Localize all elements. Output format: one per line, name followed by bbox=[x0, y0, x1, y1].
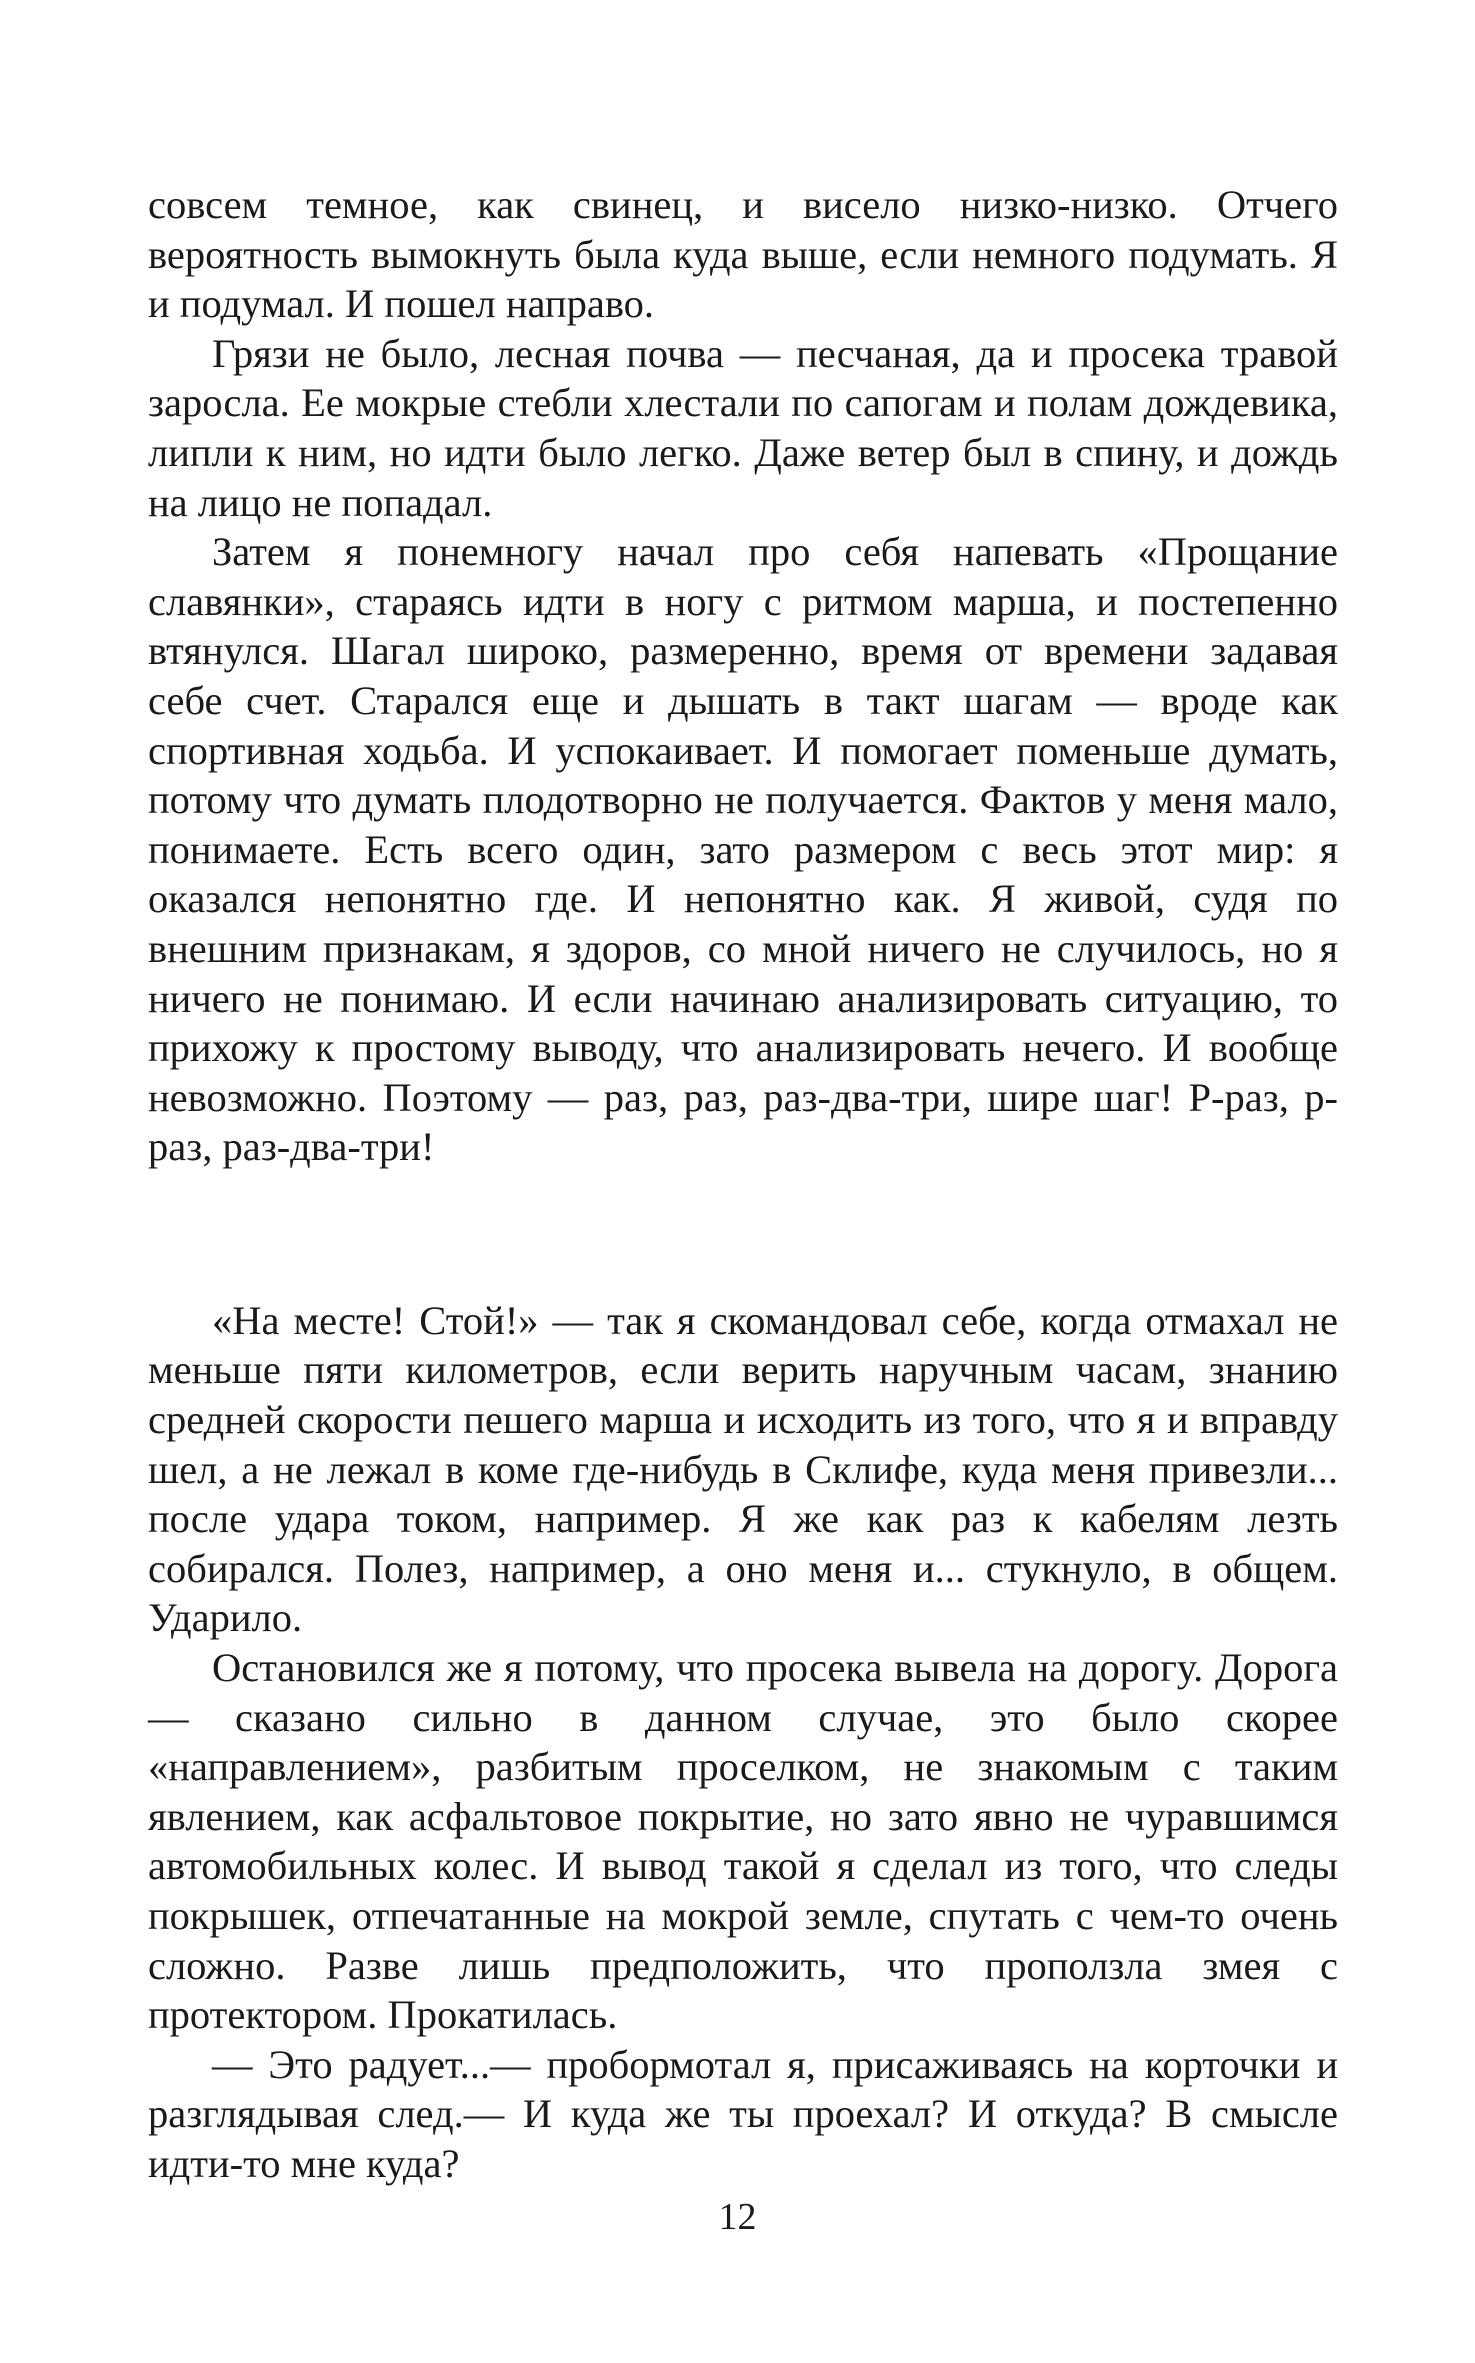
paragraph: Грязи не было, лесная почва — песчаная, да и просека травой заросла. Ее мокрые стебли хлестали по сапогам и полам дождевика, липли к ним, но идти было легко. Даже ветер был в спину, и дождь на лицо не попадал. bbox=[148, 330, 1338, 525]
page-body bbox=[148, 180, 1338, 2189]
paragraph: Затем я понемногу начал про себя напевать «Прощание славянки», стараясь идти в ногу с ритмом марша, и постепенно втянулся. Шагал широко, размеренно, время от времени задавая себе счет. Старался еще и дышать в такт шагам — вроде как спортивная ходьба. И успокаивает. И помогает поменьше думать, потому что думать плодотворно не получается. Фактов у меня мало, понимаете. Есть всего один, зато размером с весь этот мир: я оказался непонятно где. И непонятно как. Я живой, судя по внешним признакам, я здоров, со мной ничего не случилось, но я ничего не понимаю. И если начинаю анализировать ситуацию, то прихожу к простому выводу, что анализировать нечего. И вообще невозможно. Поэтому — раз, раз, раз-два-три, шире шаг! Р-раз, р-раз, раз-два-три! bbox=[148, 529, 1338, 1170]
paragraph: «На месте! Стой!» — так я скомандовал себе, когда отмахал не меньше пяти километров, если верить наручным часам, знанию средней скорости пешего марша и исходить из того, что я и вправду шел, а не лежал в коме где-нибудь в Склифе, куда меня привезли... после удара током, например. Я же как раз к кабелям лезть собирался. Полез, например, а оно меня и... стукнуло, в общем. Ударило. bbox=[148, 1297, 1338, 1641]
paragraph: совсем темное, как свинец, и висело низко-низко. Отчего вероятность вымокнуть была куда выше, если немного подумать. Я и подумал. И пошел направо. bbox=[148, 182, 1338, 327]
page-number: 12 bbox=[718, 2196, 757, 2238]
section-break bbox=[148, 1172, 1338, 1296]
paragraph: — Это радует...— пробормотал я, присаживаясь на корточки и разглядывая след.— И куда же ты проехал? И откуда? В смысле идти-то мне куда? bbox=[148, 2041, 1338, 2186]
paragraph: Остановился же я потому, что просека вывела на дорогу. Дорога — сказано сильно в данном случае, это было скорее «направлением», разбитым проселком, не знакомым с таким явлением, как асфальтовое покрытие, но зато явно не чуравшимся автомобильных колес. И вывод такой я сделал из того, что следы покрышек, отпечатанные на мокрой земле, спутать с чем-то очень сложно. Разве лишь предположить, что проползла змея с протектором. Прокатилась. bbox=[148, 1645, 1338, 2038]
